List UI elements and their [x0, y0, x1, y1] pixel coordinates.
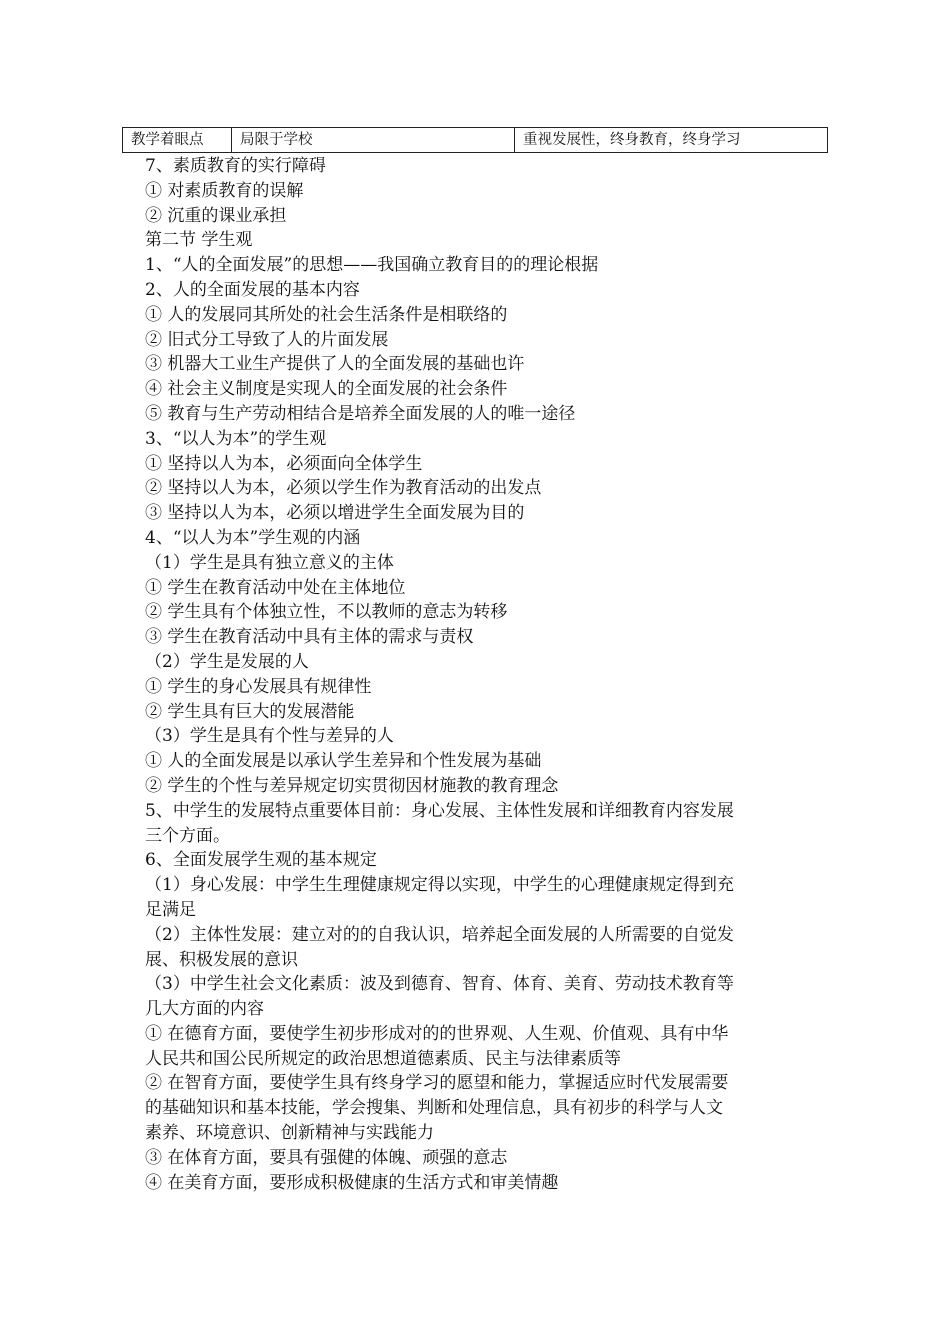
text-line: ① 学生在教育活动中处在主体地位 — [145, 577, 406, 598]
table-cell: 重视发展性，终身教育，终身学习 — [515, 128, 828, 153]
text-line: ② 学生具有个体独立性，不以教师的意志为转移 — [145, 602, 508, 623]
text-line: ① 在德育方面，要使学生初步形成对的的世界观、人生观、价值观、具有中华 — [145, 1023, 729, 1044]
table-cell: 局限于学校 — [232, 128, 515, 153]
table-row — [123, 128, 828, 153]
text-line: 的基础知识和基本技能，学会搜集、判断和处理信息，具有初步的科学与人文 — [145, 1098, 723, 1119]
text-line: 4、“以人为本”学生观的内涵 — [145, 527, 361, 548]
text-line: ③ 在体育方面，要具有强健的体魄、顽强的意志 — [145, 1147, 508, 1168]
text-line: ② 坚持以人为本，必须以学生作为教育活动的出发点 — [145, 478, 542, 499]
text-line: 展、积极发展的意识 — [145, 949, 298, 970]
section-heading: 第二节 学生观 — [145, 230, 253, 251]
text-line: 5、中学生的发展特点重要体目前：身心发展、主体性发展和详细教育内容发展 — [145, 800, 734, 821]
text-line: （2）主体性发展：建立对的的自我认识，培养起全面发展的人所需要的自觉发 — [145, 924, 734, 945]
text-line: 三个方面。 — [145, 825, 230, 846]
text-line: 6、全面发展学生观的基本规定 — [145, 850, 377, 871]
text-line: ④ 在美育方面，要形成积极健康的生活方式和审美情趣 — [145, 1172, 559, 1193]
text-line: （3）学生是具有个性与差异的人 — [145, 726, 394, 747]
text-line: ① 坚持以人为本，必须面向全体学生 — [145, 453, 423, 474]
text-line: ① 对素质教育的误解 — [145, 180, 304, 201]
text-line: ② 在智育方面，要使学生具有终身学习的愿望和能力，掌握适应时代发展需要 — [145, 1073, 729, 1094]
text-line: ③ 学生在教育活动中具有主体的需求与责权 — [145, 627, 474, 648]
comparison-table — [122, 127, 828, 153]
text-line: 2、人的全面发展的基本内容 — [145, 279, 360, 300]
text-line: （1）学生是具有独立意义的主体 — [145, 552, 394, 573]
text-line: ② 旧式分工导致了人的片面发展 — [145, 329, 389, 350]
text-line: ③ 坚持以人为本，必须以增进学生全面发展为目的 — [145, 503, 525, 524]
text-line: 7、素质教育的实行障碍 — [145, 156, 326, 176]
text-line: ① 人的发展同其所处的社会生活条件是相联络的 — [145, 304, 508, 325]
text-line: ① 人的全面发展是以承认学生差异和个性发展为基础 — [145, 751, 542, 772]
document-body — [145, 154, 813, 1195]
text-line: ④ 社会主义制度是实现人的全面发展的社会条件 — [145, 379, 508, 400]
text-line: （3）中学生社会文化素质：波及到德育、智育、体育、美育、劳动技术教育等 — [145, 974, 734, 995]
text-line: （1）身心发展：中学生生理健康规定得以实现，中学生的心理健康规定得到充 — [145, 875, 734, 896]
text-line: ② 学生的个性与差异规定切实贯彻因材施教的教育理念 — [145, 775, 559, 796]
table-cell: 教学着眼点 — [123, 128, 232, 153]
text-line: ② 沉重的课业承担 — [145, 205, 287, 226]
text-line: 人民共和国公民所规定的政治思想道德素质、民主与法律素质等 — [145, 1048, 621, 1069]
text-line: ② 学生具有巨大的发展潜能 — [145, 701, 355, 722]
text-line: ① 学生的身心发展具有规律性 — [145, 676, 372, 697]
text-line: （2）学生是发展的人 — [145, 651, 309, 672]
text-line: 3、“以人为本”的学生观 — [145, 428, 327, 449]
text-line: 1、“人的全面发展”的思想——我国确立教育目的的理论根据 — [145, 255, 599, 276]
text-line: 素养、环境意识、创新精神与实践能力 — [145, 1123, 434, 1144]
text-line: 几大方面的内容 — [145, 999, 264, 1020]
text-line: 足满足 — [145, 899, 196, 920]
text-line: ③ 机器大工业生产提供了人的全面发展的基础也许 — [145, 354, 525, 375]
text-line: ⑤ 教育与生产劳动相结合是培养全面发展的人的唯一途径 — [145, 403, 576, 424]
